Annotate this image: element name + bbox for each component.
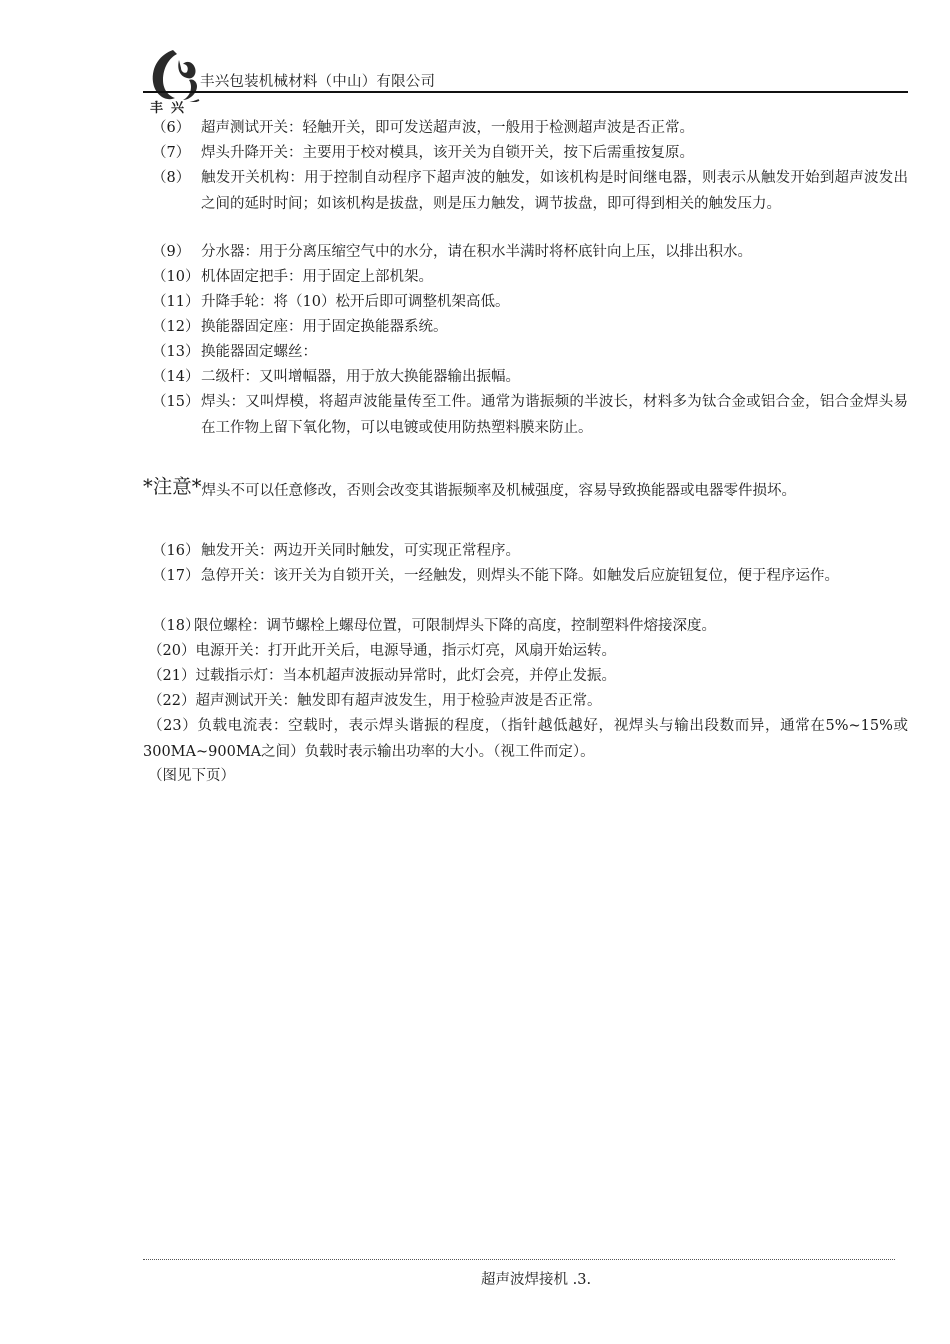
item-text: 分水器：用于分离压缩空气中的水分，请在积水半满时将杯底针向上压，以排出积水。 <box>201 244 752 260</box>
item-number: （18） <box>152 618 200 634</box>
item-text: 限位螺栓：调节螺栓上螺母位置，可限制焊头下降的高度，控制塑料件熔接深度。 <box>194 618 716 634</box>
item-text: 焊头升降开关：主要用于校对模具，该开关为自锁开关，按下后需重按复原。 <box>201 145 694 161</box>
list-item <box>152 564 908 590</box>
logo-text: 丰兴 <box>150 102 204 116</box>
see-next-page: （图见下页） <box>148 768 235 784</box>
item-number: （16） <box>152 543 200 559</box>
note-text: 焊头不可以任意修改，否则会改变其谐振频率及机械强度，容易导致换能器或电器零件损坏。 <box>201 483 797 499</box>
item-number: （15） <box>152 394 200 410</box>
item-text: 升降手轮：将（10）松开后即可调整机架高低。 <box>201 294 510 310</box>
item-number: （8） <box>152 170 191 186</box>
item-number: （17） <box>152 568 200 584</box>
list-item <box>152 390 908 441</box>
list-item <box>152 240 908 266</box>
list-item <box>152 315 908 341</box>
list-item <box>152 116 908 142</box>
item-text: 换能器固定螺丝： <box>201 344 317 360</box>
header-company-name: 丰兴包装机械材料（中山）有限公司 <box>200 74 436 90</box>
item-text: 换能器固定座：用于固定换能器系统。 <box>201 319 448 335</box>
item-text: 触发开关机构：用于控制自动程序下超声波的触发，如该机构是时间继电器，则表示从触发开始到超声波发出之间的延时时间；如该机构是拔盘，则是压力触发，调节拔盘，即可得到相关的触发压力。 <box>201 170 908 212</box>
warning-note <box>143 471 913 500</box>
item-number: （6） <box>152 120 191 136</box>
item-text: 超声测试开关：轻触开关，即可发送超声波，一般用于检测超声波是否正常。 <box>201 120 694 136</box>
paragraph-23: （23）负载电流表：空载时，表示焊头谐振的程度，（指针越低越好，视焊头与输出段数而异，通常在5%~15%或300MA~900MA之间）负载时表示输出功率的大小。（视工件而定）。 <box>143 718 908 760</box>
paragraph-22: （22）超声测试开关：触发即有超声波发生，用于检验声波是否正常。 <box>148 693 602 709</box>
item-number: （7） <box>152 145 191 161</box>
list-item <box>152 365 908 391</box>
item-text: 急停开关：该开关为自锁开关，一经触发，则焊头不能下降。如触发后应旋钮复位，便于程序运作。 <box>201 568 839 584</box>
list-item <box>152 166 908 217</box>
paragraph-21: （21）过载指示灯：当本机超声波振动异常时，此灯会亮，并停止发振。 <box>148 668 616 684</box>
item-number: （9） <box>152 244 191 260</box>
item-text: 触发开关：两边开关同时触发，可实现正常程序。 <box>201 543 520 559</box>
note-label: *注意* <box>143 475 202 498</box>
list-item <box>152 340 908 366</box>
item-text: 二级杆：又叫增幅器，用于放大换能器输出振幅。 <box>201 369 520 385</box>
item-number: （10） <box>152 269 200 285</box>
item-number: （12） <box>152 319 200 335</box>
item-number: （13） <box>152 344 200 360</box>
header-divider <box>143 91 908 93</box>
footer-divider <box>143 1259 895 1260</box>
item-number: （14） <box>152 369 200 385</box>
paragraph-20: （20）电源开关：打开此开关后，电源导通，指示灯亮，风扇开始运转。 <box>148 643 616 659</box>
list-item <box>152 290 908 316</box>
list-item <box>152 141 908 167</box>
list-item <box>152 614 908 640</box>
item-text: 机体固定把手：用于固定上部机架。 <box>201 269 433 285</box>
list-item <box>152 539 908 565</box>
list-item <box>152 265 908 291</box>
item-number: （11） <box>152 294 200 310</box>
item-text: 焊头：又叫焊模，将超声波能量传至工件。通常为谐振频的半波长，材料多为钛合金或铝合金，铝合金焊头易在工作物上留下氧化物，可以电镀或使用防热塑料膜来防止。 <box>201 394 908 436</box>
footer-page-label: 超声波焊接机 .3. <box>481 1272 592 1288</box>
